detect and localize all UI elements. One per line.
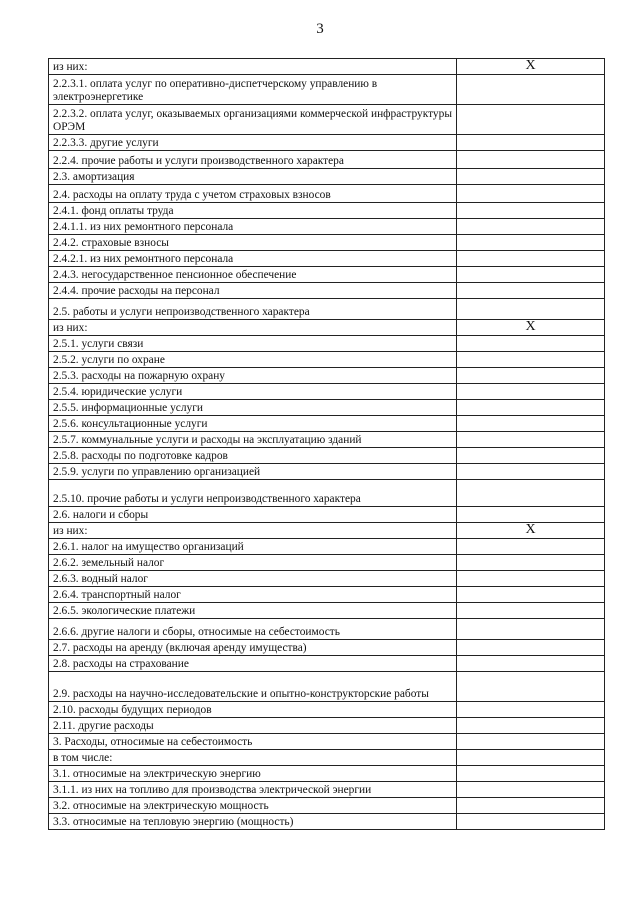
table-row xyxy=(49,734,605,750)
row-label: 2.4.2. страховые взносы xyxy=(49,235,457,251)
table-row xyxy=(49,320,605,336)
row-label: 2.4.1.1. из них ремонтного персонала xyxy=(49,219,457,235)
row-label: 2.4.1. фонд оплаты труда xyxy=(49,203,457,219)
table-row xyxy=(49,135,605,151)
row-value-cell xyxy=(457,384,605,400)
table-row xyxy=(49,603,605,619)
row-value-cell xyxy=(457,587,605,603)
table-row xyxy=(49,523,605,539)
row-value-cell xyxy=(457,235,605,251)
table-row xyxy=(49,798,605,814)
row-value-cell xyxy=(457,432,605,448)
table-row xyxy=(49,235,605,251)
table-row xyxy=(49,464,605,480)
cost-table xyxy=(48,58,605,830)
row-value-cell xyxy=(457,539,605,555)
table-row xyxy=(49,400,605,416)
table-row xyxy=(49,59,605,75)
row-value-cell: Х xyxy=(457,523,605,539)
table-row xyxy=(49,203,605,219)
row-label: 2.5.10. прочие работы и услуги непроизводственного характера xyxy=(49,480,457,507)
row-value-cell xyxy=(457,672,605,702)
row-value-cell xyxy=(457,782,605,798)
row-label: 2.5.6. консультационные услуги xyxy=(49,416,457,432)
row-label: из них: xyxy=(49,320,457,336)
row-label: 2.5.9. услуги по управлению организацией xyxy=(49,464,457,480)
row-label: 2.5.8. расходы по подготовке кадров xyxy=(49,448,457,464)
row-value-cell xyxy=(457,603,605,619)
row-value-cell xyxy=(457,219,605,235)
cost-table-body xyxy=(49,59,605,830)
table-row xyxy=(49,251,605,267)
row-value-cell xyxy=(457,718,605,734)
row-value-cell xyxy=(457,656,605,672)
row-label: 2.5.3. расходы на пожарную охрану xyxy=(49,368,457,384)
row-label: 2.5.5. информационные услуги xyxy=(49,400,457,416)
table-row xyxy=(49,587,605,603)
table-row xyxy=(49,336,605,352)
row-label: 3.1. относимые на электрическую энергию xyxy=(49,766,457,782)
row-label: 2.5.1. услуги связи xyxy=(49,336,457,352)
row-label: 2.6. налоги и сборы xyxy=(49,507,457,523)
row-label: 2.8. расходы на страхование xyxy=(49,656,457,672)
table-row xyxy=(49,368,605,384)
table-row xyxy=(49,352,605,368)
row-value-cell: Х xyxy=(457,320,605,336)
row-label: 2.4.3. негосударственное пенсионное обеспечение xyxy=(49,267,457,283)
table-row xyxy=(49,299,605,320)
row-value-cell xyxy=(457,798,605,814)
table-row xyxy=(49,283,605,299)
table-row xyxy=(49,718,605,734)
table-row xyxy=(49,185,605,203)
row-label: 2.5.7. коммунальные услуги и расходы на эксплуатацию зданий xyxy=(49,432,457,448)
row-label: 2.6.4. транспортный налог xyxy=(49,587,457,603)
row-value-cell xyxy=(457,571,605,587)
cost-table-wrapper xyxy=(48,58,604,830)
row-value-cell xyxy=(457,267,605,283)
row-label: 2.6.5. экологические платежи xyxy=(49,603,457,619)
row-value-cell xyxy=(457,169,605,185)
row-label: 3.3. относимые на тепловую энергию (мощность) xyxy=(49,814,457,830)
row-value-cell xyxy=(457,400,605,416)
table-row xyxy=(49,384,605,400)
table-row xyxy=(49,539,605,555)
row-value-cell xyxy=(457,151,605,169)
row-label: 2.6.6. другие налоги и сборы, относимые на себестоимость xyxy=(49,619,457,640)
table-row xyxy=(49,766,605,782)
row-value-cell xyxy=(457,640,605,656)
row-label: 2.4.2.1. из них ремонтного персонала xyxy=(49,251,457,267)
table-row xyxy=(49,571,605,587)
row-label: 2.5. работы и услуги непроизводственного характера xyxy=(49,299,457,320)
row-label: 2.6.3. водный налог xyxy=(49,571,457,587)
row-label: 3.2. относимые на электрическую мощность xyxy=(49,798,457,814)
table-row xyxy=(49,814,605,830)
row-value-cell xyxy=(457,283,605,299)
row-value-cell xyxy=(457,448,605,464)
row-label: 2.4.4. прочие расходы на персонал xyxy=(49,283,457,299)
row-value-cell xyxy=(457,251,605,267)
row-label: 3.1.1. из них на топливо для производства электрической энергии xyxy=(49,782,457,798)
table-row xyxy=(49,640,605,656)
row-label: 2.2.4. прочие работы и услуги производственного характера xyxy=(49,151,457,169)
row-value-cell xyxy=(457,203,605,219)
table-row xyxy=(49,416,605,432)
table-row xyxy=(49,619,605,640)
row-label: из них: xyxy=(49,523,457,539)
table-row xyxy=(49,672,605,702)
row-label: 2.11. другие расходы xyxy=(49,718,457,734)
row-label: 2.6.1. налог на имущество организаций xyxy=(49,539,457,555)
table-row xyxy=(49,702,605,718)
row-value-cell xyxy=(457,750,605,766)
table-row xyxy=(49,105,605,135)
table-row xyxy=(49,75,605,105)
row-label: 2.2.3.3. другие услуги xyxy=(49,135,457,151)
row-value-cell xyxy=(457,352,605,368)
row-label: 2.6.2. земельный налог xyxy=(49,555,457,571)
row-value-cell xyxy=(457,75,605,105)
row-value-cell xyxy=(457,734,605,750)
table-row xyxy=(49,267,605,283)
table-row xyxy=(49,448,605,464)
page-number: 3 xyxy=(316,21,324,37)
row-value-cell xyxy=(457,368,605,384)
row-label: 2.4. расходы на оплату труда с учетом страховых взносов xyxy=(49,185,457,203)
row-value-cell xyxy=(457,464,605,480)
row-label: 3. Расходы, относимые на себестоимость xyxy=(49,734,457,750)
table-row xyxy=(49,219,605,235)
table-row xyxy=(49,656,605,672)
row-value-cell xyxy=(457,135,605,151)
row-value-cell: Х xyxy=(457,59,605,75)
row-value-cell xyxy=(457,766,605,782)
table-row xyxy=(49,151,605,169)
table-row xyxy=(49,750,605,766)
row-label: 2.2.3.2. оплата услуг, оказываемых организациями коммерческой инфраструктуры ОРЭМ xyxy=(49,105,457,135)
row-label: 2.10. расходы будущих периодов xyxy=(49,702,457,718)
row-value-cell xyxy=(457,555,605,571)
row-value-cell xyxy=(457,105,605,135)
row-value-cell xyxy=(457,416,605,432)
row-label: в том числе: xyxy=(49,750,457,766)
table-row xyxy=(49,169,605,185)
row-label: из них: xyxy=(49,59,457,75)
table-row xyxy=(49,480,605,507)
row-label: 2.5.4. юридические услуги xyxy=(49,384,457,400)
row-value-cell xyxy=(457,336,605,352)
row-label: 2.3. амортизация xyxy=(49,169,457,185)
table-row xyxy=(49,432,605,448)
row-label: 2.2.3.1. оплата услуг по оперативно-диспетчерскому управлению в электроэнергетике xyxy=(49,75,457,105)
table-row xyxy=(49,507,605,523)
row-value-cell xyxy=(457,299,605,320)
row-label: 2.9. расходы на научно-исследовательские и опытно-конструкторские работы xyxy=(49,672,457,702)
table-row xyxy=(49,782,605,798)
row-value-cell xyxy=(457,507,605,523)
row-value-cell xyxy=(457,185,605,203)
table-row xyxy=(49,555,605,571)
row-label: 2.7. расходы на аренду (включая аренду имущества) xyxy=(49,640,457,656)
row-value-cell xyxy=(457,814,605,830)
row-value-cell xyxy=(457,619,605,640)
row-value-cell xyxy=(457,480,605,507)
row-value-cell xyxy=(457,702,605,718)
row-label: 2.5.2. услуги по охране xyxy=(49,352,457,368)
